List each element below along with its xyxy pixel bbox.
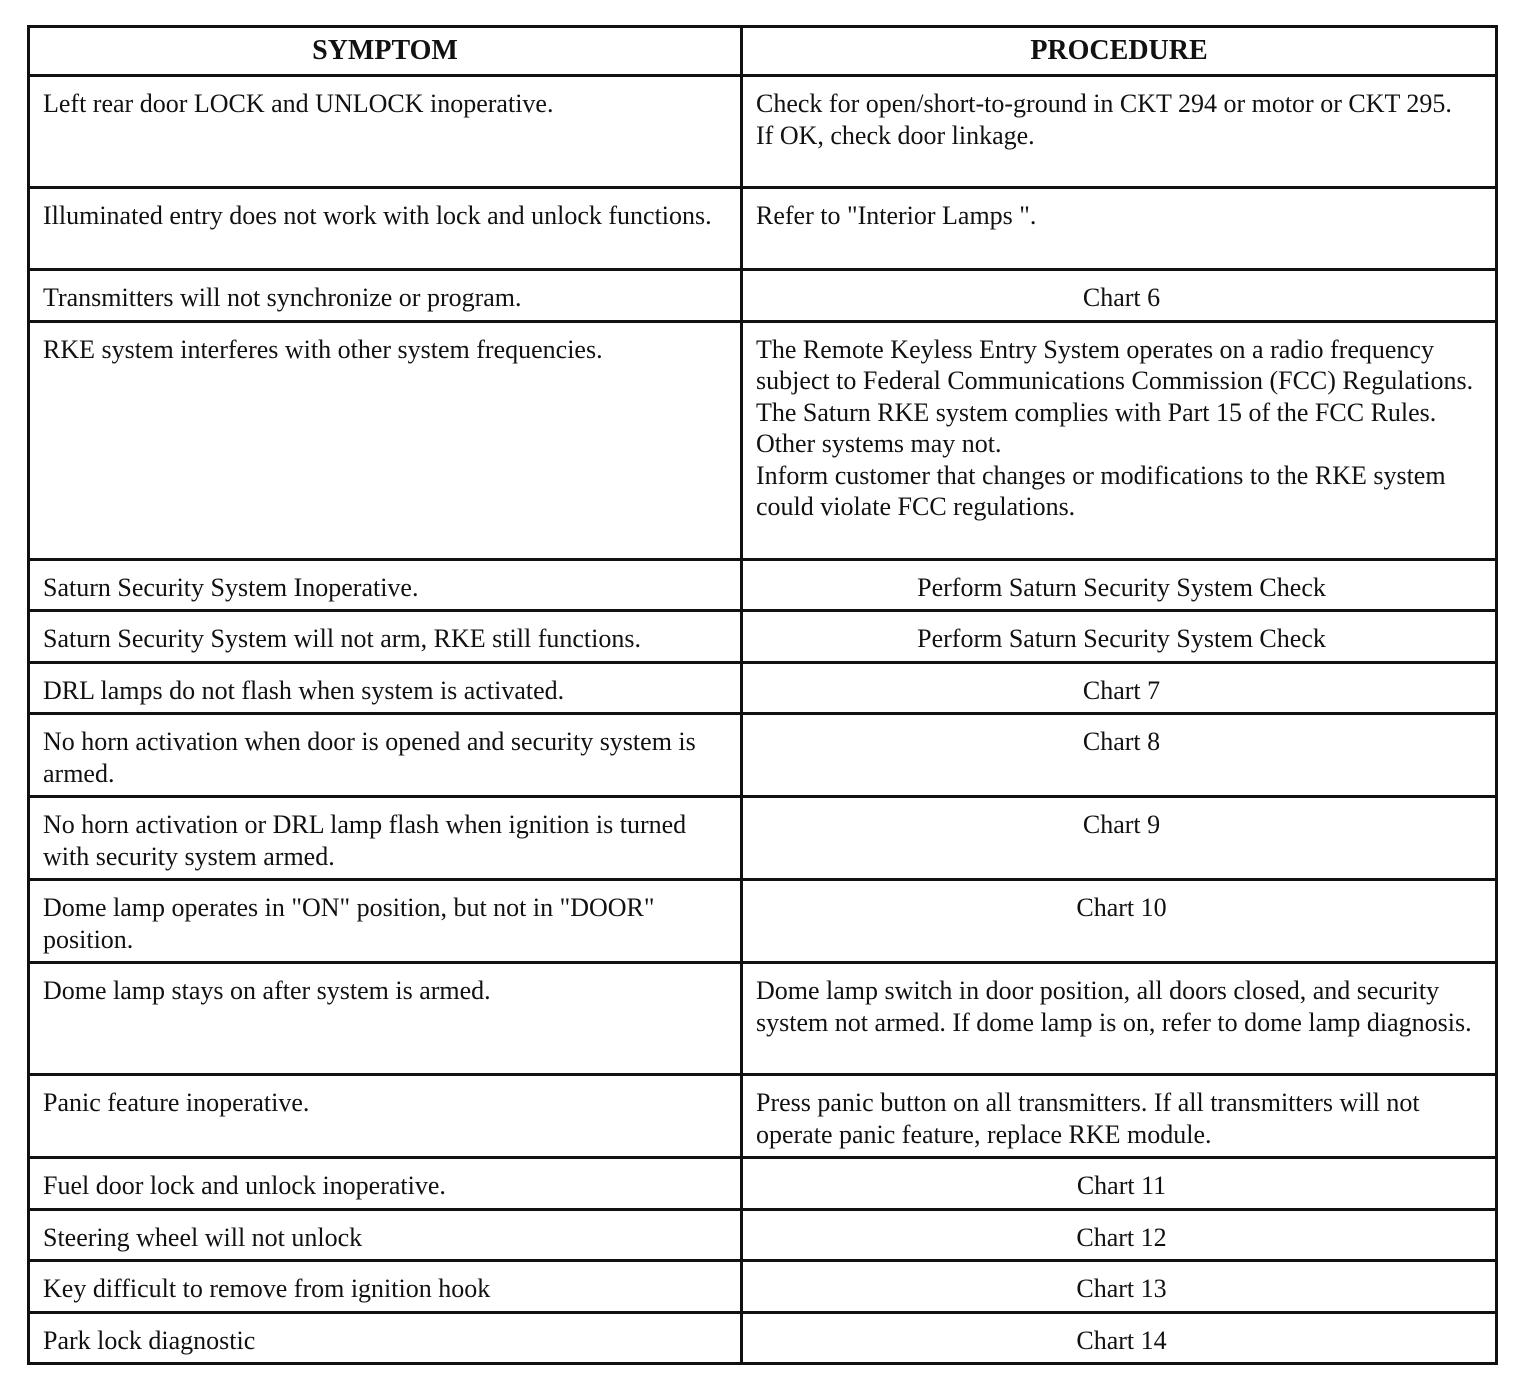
symptom-procedure-table <box>27 25 1498 1365</box>
symptom-cell <box>29 1158 742 1210</box>
procedure-text: Chart 14 <box>1076 1325 1167 1355</box>
table-row <box>29 559 1497 611</box>
procedure-text: Chart 12 <box>1076 1222 1167 1252</box>
procedure-text: Chart 9 <box>1082 810 1161 839</box>
symptom-text: Transmitters will not synchronize or program. <box>43 283 522 312</box>
symptom-text: No horn activation when door is opened and security system is armed. <box>43 727 696 788</box>
symptom-cell <box>29 662 742 714</box>
procedure-cell <box>742 662 1497 714</box>
procedure-text: Chart 13 <box>1076 1274 1167 1303</box>
procedure-text: The Remote Keyless Entry System operates on a radio frequency subject to Federal Communications Commission (FCC) Regulations. The Saturn RKE system complies with Part 15 of the FCC Rules. Other systems may not. Inform customer that changes or modifications to the RKE system could violate FCC regulations. <box>756 334 1474 521</box>
diagnosis-table-container <box>27 25 1495 1365</box>
table-header-row <box>29 27 1497 76</box>
procedure-text: Press panic button on all transmitters. If all transmitters will not operate panic feature, replace RKE module. <box>756 1088 1420 1149</box>
table-row <box>29 797 1497 880</box>
symptom-cell <box>29 797 742 880</box>
symptom-text: Park lock diagnostic <box>43 1325 256 1355</box>
procedure-text: Check for open/short-to-ground in CKT 294 or motor or CKT 295. If OK, check door linkage. <box>756 89 1452 150</box>
symptom-text: Illuminated entry does not work with lock and unlock functions. <box>43 201 712 230</box>
symptom-text: Left rear door LOCK and UNLOCK inoperative. <box>43 89 554 118</box>
procedure-text: Chart 11 <box>1076 1171 1167 1200</box>
table-row <box>29 321 1497 559</box>
procedure-text: Perform Saturn Security System Check <box>917 624 1326 653</box>
symptom-text: Saturn Security System Inoperative. <box>43 572 419 602</box>
symptom-cell <box>29 880 742 963</box>
symptom-cell <box>29 1312 742 1364</box>
symptom-cell <box>29 1209 742 1261</box>
symptom-cell <box>29 963 742 1075</box>
procedure-cell <box>742 188 1497 270</box>
symptom-text: Steering wheel will not unlock <box>43 1222 363 1252</box>
procedure-text: Perform Saturn Security System Check <box>917 572 1326 602</box>
symptom-cell <box>29 270 742 322</box>
symptom-text: No horn activation or DRL lamp flash when ignition is turned with security system armed. <box>43 810 687 871</box>
symptom-cell <box>29 1075 742 1158</box>
table-row <box>29 1075 1497 1158</box>
table-row <box>29 714 1497 797</box>
table-row <box>29 1209 1497 1261</box>
table-row <box>29 270 1497 322</box>
procedure-cell <box>742 1075 1497 1158</box>
symptom-text: Key difficult to remove from ignition hook <box>43 1274 491 1303</box>
procedure-cell <box>742 1312 1497 1364</box>
symptom-text: Saturn Security System will not arm, RKE still functions. <box>43 624 641 653</box>
procedure-text: Refer to "Interior Lamps ". <box>756 201 1037 230</box>
procedure-cell <box>742 797 1497 880</box>
symptom-cell <box>29 321 742 559</box>
header-procedure: PROCEDURE <box>742 27 1497 76</box>
table-row <box>29 188 1497 270</box>
table-row <box>29 880 1497 963</box>
procedure-cell <box>742 880 1497 963</box>
procedure-text: Chart 7 <box>1082 675 1161 705</box>
table-row <box>29 1312 1497 1364</box>
procedure-cell <box>742 1158 1497 1210</box>
symptom-text: Dome lamp operates in "ON" position, but not in "DOOR" position. <box>43 893 655 954</box>
table-row <box>29 611 1497 663</box>
symptom-cell <box>29 1261 742 1313</box>
procedure-cell <box>742 559 1497 611</box>
procedure-cell <box>742 963 1497 1075</box>
procedure-cell <box>742 1261 1497 1313</box>
header-symptom: SYMPTOM <box>29 27 742 76</box>
procedure-cell <box>742 270 1497 322</box>
procedure-cell <box>742 611 1497 663</box>
symptom-cell <box>29 559 742 611</box>
symptom-cell <box>29 188 742 270</box>
symptom-cell <box>29 611 742 663</box>
procedure-text: Chart 8 <box>1082 727 1161 756</box>
procedure-cell <box>742 321 1497 559</box>
procedure-text: Dome lamp switch in door position, all doors closed, and security system not armed. If dome lamp is on, refer to dome lamp diagnosis. <box>756 976 1472 1037</box>
symptom-cell <box>29 76 742 188</box>
symptom-text: Fuel door lock and unlock inoperative. <box>43 1171 446 1200</box>
procedure-cell <box>742 76 1497 188</box>
table-row <box>29 963 1497 1075</box>
procedure-cell <box>742 714 1497 797</box>
symptom-text: DRL lamps do not flash when system is activated. <box>43 675 565 705</box>
table-row <box>29 1261 1497 1313</box>
procedure-text: Chart 10 <box>1076 893 1167 922</box>
table-row <box>29 1158 1497 1210</box>
procedure-cell <box>742 1209 1497 1261</box>
table-row <box>29 76 1497 188</box>
symptom-text: Panic feature inoperative. <box>43 1088 310 1117</box>
table-row <box>29 662 1497 714</box>
procedure-text: Chart 6 <box>1082 283 1161 312</box>
symptom-cell <box>29 714 742 797</box>
symptom-text: Dome lamp stays on after system is armed. <box>43 976 491 1005</box>
symptom-text: RKE system interferes with other system frequencies. <box>43 334 603 364</box>
